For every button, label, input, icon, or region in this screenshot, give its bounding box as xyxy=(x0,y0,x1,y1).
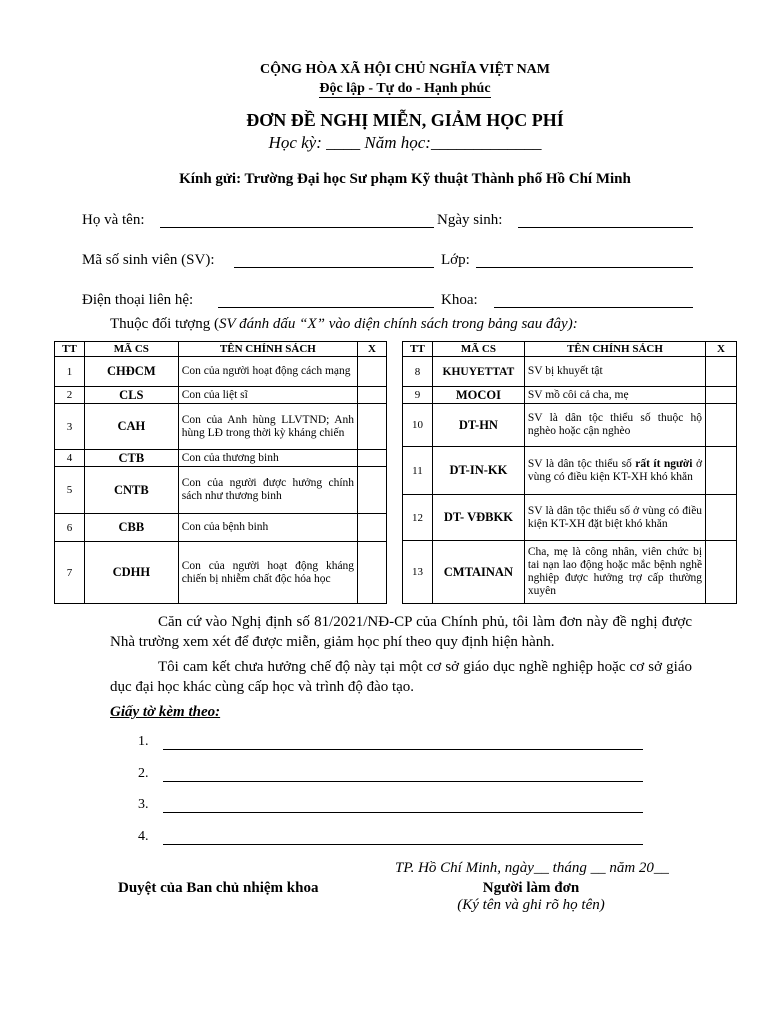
row-tt: 2 xyxy=(55,387,85,404)
row-code: CMTAINAN xyxy=(432,541,524,604)
row-policy-name: SV mồ côi cả cha, mẹ xyxy=(524,387,705,404)
phone-label: Điện thoại liên hệ: xyxy=(82,292,194,308)
row-check-cell[interactable] xyxy=(358,514,387,542)
row-tt: 8 xyxy=(403,357,433,387)
header-x: X xyxy=(358,342,387,357)
header-policy-name: TÊN CHÍNH SÁCH xyxy=(524,342,705,357)
row-policy-name: Con của người hoạt động cách mạng xyxy=(178,357,357,387)
row-policy-name: SV bị khuyết tật xyxy=(524,357,705,387)
paragraph-decree: Căn cứ vào Nghị định số 81/2021/NĐ-CP của Chính phủ, tôi làm đơn này đề nghị được Nhà trường xem xét để được miễn, giảm học phí theo quy định hiện hành. xyxy=(110,614,692,650)
row-check-cell[interactable] xyxy=(358,450,387,467)
row-tt: 6 xyxy=(55,514,85,542)
row-policy-name: SV là dân tộc thiểu số ở vùng có điều kiện KT-XH đặt biệt khó khăn xyxy=(524,495,705,541)
table-row xyxy=(403,404,737,447)
attachment-field[interactable] xyxy=(163,749,643,750)
row-policy-name: Con của người được hưởng chính sách như thương binh xyxy=(178,467,357,514)
dob-label: Ngày sinh: xyxy=(437,212,503,228)
row-tt: 5 xyxy=(55,467,85,514)
row-tt: 13 xyxy=(403,541,433,604)
student-id-label: Mã số sinh viên (SV): xyxy=(82,252,215,268)
attachments-heading: Giấy tờ kèm theo: xyxy=(110,704,221,720)
row-check-cell[interactable] xyxy=(358,387,387,404)
policy-table-left xyxy=(54,341,387,604)
row-policy-name: Con của Anh hùng LLVTND; Anh hùng LĐ trong thời kỳ kháng chiến xyxy=(178,404,357,450)
row-check-cell[interactable] xyxy=(706,357,737,387)
table-row xyxy=(55,514,387,542)
table-header-row xyxy=(55,342,387,357)
row-tt: 12 xyxy=(403,495,433,541)
row-check-cell[interactable] xyxy=(358,542,387,604)
paragraph-commitment: Tôi cam kết chưa hưởng chế độ này tại một cơ sở giáo dục nghề nghiệp hoặc cơ sở giáo dục đại học khác cùng cấp học và trình độ đào tạo. xyxy=(110,659,692,695)
motto xyxy=(0,81,768,97)
applicant-label: Người làm đơn xyxy=(482,880,580,896)
attachment-number: 3. xyxy=(138,797,149,812)
row-check-cell[interactable] xyxy=(706,404,737,447)
faculty-field[interactable] xyxy=(494,307,693,308)
row-check-cell[interactable] xyxy=(358,357,387,387)
policy-name-part: SV là dân tộc thiểu số xyxy=(527,457,636,470)
row-policy-name: Cha, mẹ là công nhân, viên chức bị tai nạn lao động hoặc mắc bệnh nghề nghiệp được hưởng trợ cấp thường xuyên xyxy=(524,541,705,604)
class-field[interactable] xyxy=(476,267,693,268)
nation-header: CỘNG HÒA XÃ HỘI CHỦ NGHĨA VIỆT NAM xyxy=(259,62,550,77)
row-code: CTB xyxy=(84,450,178,467)
attachment-field[interactable] xyxy=(163,844,643,845)
row-policy-name: Con của liệt sĩ xyxy=(178,387,357,404)
table-row xyxy=(55,467,387,514)
row-code: CDHH xyxy=(84,542,178,604)
row-code: DT-HN xyxy=(432,404,524,447)
row-check-cell[interactable] xyxy=(358,467,387,514)
row-code: CAH xyxy=(84,404,178,450)
table-row xyxy=(55,357,387,387)
row-check-cell[interactable] xyxy=(706,387,737,404)
policy-name-emphasis: rất ít người xyxy=(635,457,693,470)
form-title: ĐƠN ĐỀ NGHỊ MIỄN, GIẢM HỌC PHÍ xyxy=(246,110,564,130)
row-code: CBB xyxy=(84,514,178,542)
row-policy-name xyxy=(524,447,705,495)
row-tt: 11 xyxy=(403,447,433,495)
attachment-number: 1. xyxy=(138,734,149,749)
header-x: X xyxy=(706,342,737,357)
faculty-label: Khoa: xyxy=(441,292,478,308)
row-policy-name: SV là dân tộc thiểu số thuộc hộ nghèo hoặc cận nghèo xyxy=(524,404,705,447)
row-code: DT- VĐBKK xyxy=(432,495,524,541)
applicant-note: (Ký tên và ghi rõ họ tên) xyxy=(457,897,605,913)
approval-label: Duyệt của Ban chủ nhiệm khoa xyxy=(118,880,319,896)
instruction xyxy=(110,316,578,333)
row-policy-name: Con của thương binh xyxy=(178,450,357,467)
row-tt: 7 xyxy=(55,542,85,604)
row-check-cell[interactable] xyxy=(706,447,737,495)
row-code: CLS xyxy=(84,387,178,404)
header-code: MÃ CS xyxy=(432,342,524,357)
row-code: CHĐCM xyxy=(84,357,178,387)
header-policy-name: TÊN CHÍNH SÁCH xyxy=(178,342,357,357)
instruction-italic: SV đánh dấu “X” vào diện chính sách trong bảng sau đây): xyxy=(218,316,578,332)
table-row xyxy=(55,404,387,450)
table-row xyxy=(403,357,737,387)
row-tt: 10 xyxy=(403,404,433,447)
row-code: CNTB xyxy=(84,467,178,514)
dob-field[interactable] xyxy=(518,227,693,228)
name-label: Họ và tên: xyxy=(82,212,145,228)
attachment-field[interactable] xyxy=(163,781,643,782)
class-label: Lớp: xyxy=(441,252,470,268)
date-line: TP. Hồ Chí Minh, ngày__ tháng __ năm 20__ xyxy=(395,860,669,876)
row-check-cell[interactable] xyxy=(706,541,737,604)
table-row xyxy=(403,495,737,541)
table-row xyxy=(55,450,387,467)
policy-table-right xyxy=(402,341,737,604)
policy-name-part: ở vùng có điều kiện KT-XH khó khăn xyxy=(527,457,703,483)
name-field[interactable] xyxy=(160,227,434,228)
attachment-field[interactable] xyxy=(163,812,643,813)
row-check-cell[interactable] xyxy=(706,495,737,541)
row-tt: 9 xyxy=(403,387,433,404)
row-policy-name: Con của người hoạt động kháng chiến bị nhiễm chất độc hóa học xyxy=(178,542,357,604)
row-tt: 4 xyxy=(55,450,85,467)
row-code: DT-IN-KK xyxy=(432,447,524,495)
header-tt: TT xyxy=(55,342,85,357)
row-check-cell[interactable] xyxy=(358,404,387,450)
table-row xyxy=(403,447,737,495)
table-row xyxy=(55,542,387,604)
row-tt: 3 xyxy=(55,404,85,450)
header-tt: TT xyxy=(403,342,433,357)
attachment-number: 4. xyxy=(138,829,149,844)
table-row xyxy=(55,387,387,404)
term-line: Học kỳ: ____ Năm học:_____________ xyxy=(268,133,542,152)
row-tt: 1 xyxy=(55,357,85,387)
header-code: MÃ CS xyxy=(84,342,178,357)
phone-field[interactable] xyxy=(218,307,434,308)
instruction-prefix: Thuộc đối tượng ( xyxy=(110,316,219,332)
table-row xyxy=(403,387,737,404)
row-code: MOCOI xyxy=(432,387,524,404)
student-id-field[interactable] xyxy=(234,267,434,268)
table-header-row xyxy=(403,342,737,357)
attachment-number: 2. xyxy=(138,766,149,781)
row-code: KHUYETTAT xyxy=(432,357,524,387)
recipient: Kính gửi: Trường Đại học Sư phạm Kỹ thuật Thành phố Hồ Chí Minh xyxy=(179,171,631,187)
row-policy-name: Con của bệnh binh xyxy=(178,514,357,542)
motto-text: Độc lập - Tự do - Hạnh phúc xyxy=(319,81,491,96)
table-row xyxy=(403,541,737,604)
